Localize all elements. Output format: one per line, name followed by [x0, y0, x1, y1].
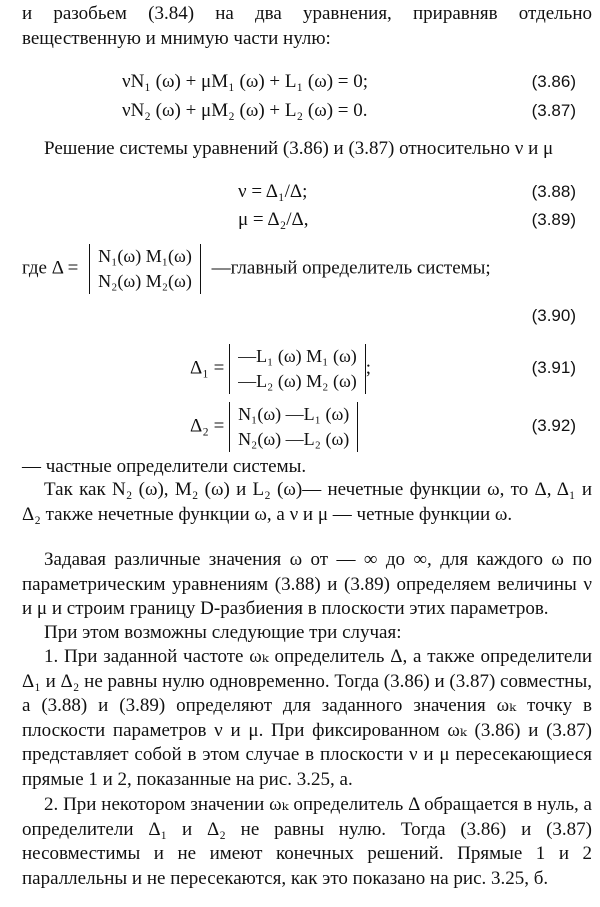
- equation-number: (3.91): [531, 358, 576, 377]
- determinant-row: —L₂ (ω) M₂ (ω): [238, 371, 357, 391]
- main-determinant: [89, 244, 201, 294]
- equation-expr: μ = Δ₂/Δ,: [238, 209, 309, 230]
- equation-number: (3.90): [531, 306, 576, 325]
- paragraph-odd-even: Так как N₂ (ω), M₂ (ω) и L₂ (ω)— нечетные функции ω, то Δ, Δ₁ и Δ₂ также нечетные функции ω, а ν и μ — четные функции ω.: [22, 479, 592, 525]
- paragraph-setting: Задавая различные значения ω от — ∞ до ∞, для каждого ω по параметрическим уравнениям (3.88) и (3.89) определяем величины ν и μ и строим границу D-разбиения в плоскости этих параметров.: [22, 549, 592, 619]
- equation-number: (3.86): [531, 72, 576, 91]
- determinant-row: —L₁ (ω) M₁ (ω): [238, 346, 357, 366]
- determinant-row: N₁(ω) M₁(ω): [98, 246, 192, 266]
- paragraph-intro: и разобьем (3.84) на два уравнения, приравняв отдельно вещественную и мнимую части нулю:: [22, 3, 592, 49]
- equation-number: (3.87): [531, 101, 576, 120]
- equation-3-88: [0, 180, 600, 206]
- paragraph-partial-determinants: — частные определители системы.: [22, 456, 307, 477]
- equation-3-90: [0, 304, 600, 330]
- equation-expr: νN₂ (ω) + μM₂ (ω) + L₂ (ω) = 0.: [122, 100, 368, 121]
- equation-number: (3.89): [531, 210, 576, 229]
- equation-3-91: [0, 344, 600, 394]
- determinant-row: N₂(ω) M₂(ω): [98, 271, 192, 291]
- equation-expr: ν = Δ₁/Δ;: [238, 181, 308, 202]
- paragraph-case-1: 1. При заданной частоте ωₖ определитель Δ, а также определители Δ₁ и Δ₂ не равны нулю одновременно. Тогда (3.86) и (3.87) совместны, а (3.88) и (3.89) определяют для заданного значения ωₖ точку в плоскости параметров ν и μ. При фиксированном ωₖ (3.86) и (3.87) представляет собой в этом случае в плоскости ν и μ пересекающиеся прямые 1 и 2, показанные на рис. 3.25, а.: [22, 646, 592, 790]
- equation-3-89: [0, 208, 600, 234]
- equation-3-87: [0, 99, 600, 125]
- delta1-label: Δ₁ =: [190, 357, 225, 379]
- delta2-determinant: [229, 402, 358, 452]
- equation-expr: [190, 402, 358, 452]
- paragraph-case-2: 2. При некотором значении ωₖ определитель Δ обращается в нуль, а определители Δ₁ и Δ₂ не равны нулю. Тогда (3.86) и (3.87) несовместимы и не имеют конечных решений. Прямые 1 и 2 параллельны и не пересекаются, как это показано на рис. 3.25, б.: [22, 794, 592, 889]
- determinant-row: N₁(ω) —L₁ (ω): [238, 404, 350, 424]
- equation-3-86: [0, 70, 600, 96]
- where-suffix: —главный определитель системы;: [211, 257, 491, 279]
- equation-number: (3.92): [531, 416, 576, 435]
- delta1-determinant: [229, 344, 366, 394]
- equation-3-92: [0, 402, 600, 452]
- equation-expr: Δ₁ = —L₁ (ω) M₁ (ω) —L₂ (ω) M₂ (ω) ;: [190, 344, 371, 394]
- paragraph-solution: Решение системы уравнений (3.86) и (3.87) относительно ν и μ: [44, 138, 554, 159]
- where-prefix: где Δ =: [22, 257, 79, 279]
- main-determinant-line: [22, 244, 491, 294]
- determinant-row: N₂(ω) —L₂ (ω): [238, 429, 350, 449]
- equation-number: (3.88): [531, 182, 576, 201]
- equation-expr: νN₁ (ω) + μM₁ (ω) + L₁ (ω) = 0;: [122, 71, 369, 92]
- paragraph-cases-intro: При этом возможны следующие три случая:: [44, 622, 402, 643]
- delta2-label: Δ₂ =: [190, 415, 225, 437]
